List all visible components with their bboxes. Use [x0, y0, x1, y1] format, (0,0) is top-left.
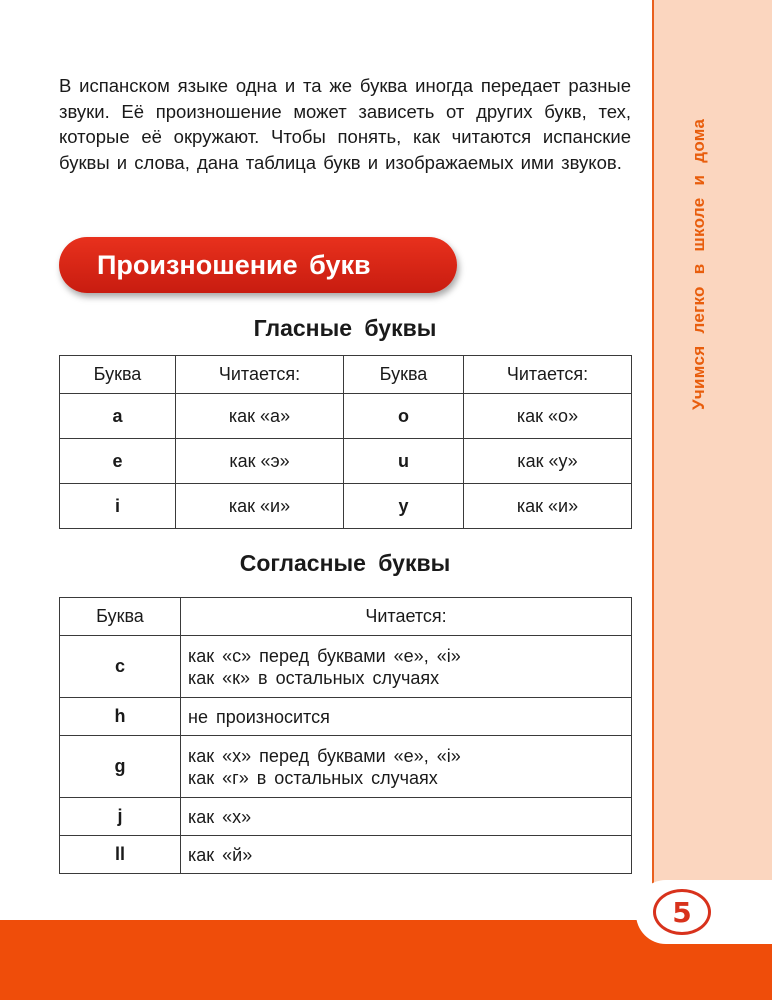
letter-cell: o: [344, 394, 464, 439]
section-banner: [59, 237, 457, 293]
table-header-row: [60, 598, 632, 636]
section-title: Произношение букв: [97, 249, 371, 280]
letter-cell: c: [60, 636, 181, 698]
letter-cell: e: [60, 439, 176, 484]
vowels-heading: Гласные буквы: [253, 315, 437, 341]
letter-cell: i: [60, 484, 176, 529]
column-header: Буква: [344, 356, 464, 394]
rule-line: как «г» в остальных случаях: [188, 767, 438, 788]
pronunciation-cell: как «у»: [464, 439, 632, 484]
intro-paragraph: В испанском языке одна и та же буква иногда передает разные звуки. Её произношение может зависеть от других букв, тех, которые её окружают. Чтобы понять, как читаются испанские буквы и слова, дана таблица букв и изображаемых ими звуков.: [59, 75, 631, 173]
table-row: [60, 736, 632, 798]
letter-cell: a: [60, 394, 176, 439]
column-header: Читается:: [176, 356, 344, 394]
pronunciation-cell: [181, 698, 632, 736]
letter-cell: y: [344, 484, 464, 529]
table-row: [60, 394, 632, 439]
rule-line: как «с» перед буквами «e», «i»: [188, 645, 461, 666]
consonants-heading: Согласные буквы: [239, 550, 451, 576]
letter-cell: ll: [60, 836, 181, 874]
column-header: Читается:: [464, 356, 632, 394]
table-header-row: [60, 356, 632, 394]
pronunciation-cell: как «и»: [464, 484, 632, 529]
pronunciation-cell: [181, 798, 632, 836]
consonants-table: [59, 597, 632, 874]
pronunciation-cell: [181, 836, 632, 874]
table-row: [60, 836, 632, 874]
letter-cell: j: [60, 798, 181, 836]
rule-line: как «й»: [188, 844, 253, 865]
column-header: Читается:: [181, 598, 632, 636]
sidebar-panel: [652, 0, 772, 920]
table-row: [60, 484, 632, 529]
table-row: [60, 798, 632, 836]
table-row: [60, 698, 632, 736]
pronunciation-cell: как «а»: [176, 394, 344, 439]
pronunciation-cell: как «о»: [464, 394, 632, 439]
pronunciation-cell: [181, 636, 632, 698]
pronunciation-cell: [181, 736, 632, 798]
page-number: 5: [653, 889, 711, 935]
pronunciation-cell: как «и»: [176, 484, 344, 529]
table-row: [60, 636, 632, 698]
vowels-table: [59, 355, 632, 529]
sidebar-title: Учимся легко в школе и дома: [689, 118, 708, 410]
rule-line: не произносится: [188, 706, 330, 727]
rule-line: как «х» перед буквами «e», «i»: [188, 745, 461, 766]
letter-cell: u: [344, 439, 464, 484]
column-header: Буква: [60, 598, 181, 636]
letter-cell: g: [60, 736, 181, 798]
rule-line: как «х»: [188, 806, 252, 827]
rule-line: как «к» в остальных случаях: [188, 667, 440, 688]
letter-cell: h: [60, 698, 181, 736]
pronunciation-cell: как «э»: [176, 439, 344, 484]
column-header: Буква: [60, 356, 176, 394]
table-row: [60, 439, 632, 484]
